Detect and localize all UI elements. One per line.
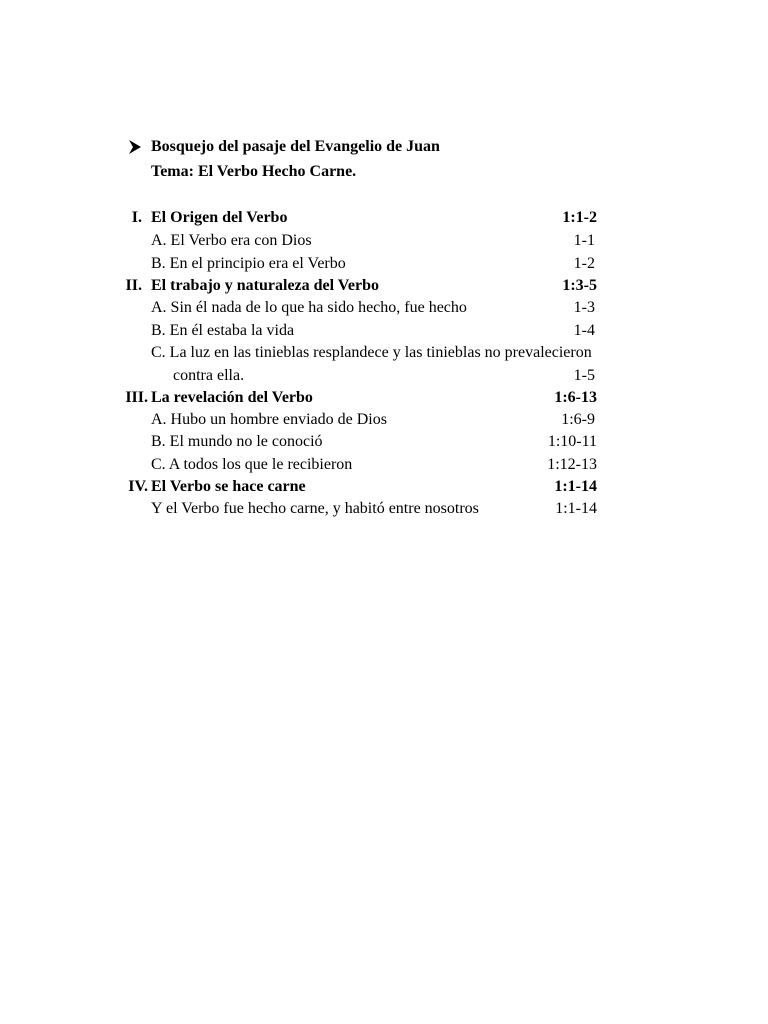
subpoint-text: B. En él estaba la vida bbox=[151, 322, 295, 339]
arrowhead-bullet-icon bbox=[127, 137, 143, 157]
subpoint-text: Y el Verbo fue hecho carne, y habitó entre nosotros bbox=[151, 500, 479, 517]
section-title: La revelación del Verbo bbox=[151, 389, 313, 406]
section-reference: 1:1-14 bbox=[554, 478, 597, 495]
section-numeral: I. bbox=[131, 209, 142, 226]
section-reference: 1:3-5 bbox=[562, 277, 597, 294]
subpoint-reference: 1-2 bbox=[573, 255, 595, 272]
subpoint-reference: 1-4 bbox=[573, 322, 595, 339]
document-theme: Tema: El Verbo Hecho Carne. bbox=[151, 163, 357, 180]
subpoint-text: A. Hubo un hombre enviado de Dios bbox=[151, 411, 387, 428]
section-title: El Verbo se hace carne bbox=[151, 478, 306, 495]
subpoint-reference: 1:10-11 bbox=[547, 433, 597, 450]
section-numeral: III. bbox=[125, 389, 148, 406]
subpoint-reference: 1-5 bbox=[573, 367, 595, 384]
section-title: El trabajo y naturaleza del Verbo bbox=[151, 277, 379, 294]
subpoint-text: A. El Verbo era con Dios bbox=[151, 232, 312, 249]
subpoint-reference: 1:12-13 bbox=[547, 456, 597, 473]
subpoint-text: B. El mundo no le conoció bbox=[151, 433, 323, 450]
section-title: El Origen del Verbo bbox=[151, 209, 288, 226]
section-reference: 1:1-2 bbox=[562, 209, 597, 226]
subpoint-reference: 1-1 bbox=[573, 232, 595, 249]
subpoint-reference: 1:6-9 bbox=[561, 411, 595, 428]
section-numeral: IV. bbox=[128, 478, 148, 495]
subpoint-text: B. En el principio era el Verbo bbox=[151, 255, 346, 272]
subpoint-text: A. Sin él nada de lo que ha sido hecho, fue hecho bbox=[151, 299, 467, 316]
section-numeral: II. bbox=[125, 277, 142, 294]
subpoint-reference: 1:1-14 bbox=[555, 500, 597, 517]
subpoint-text-continuation: contra ella. bbox=[173, 367, 245, 384]
section-reference: 1:6-13 bbox=[554, 389, 597, 406]
document-title: Bosquejo del pasaje del Evangelio de Juan bbox=[151, 138, 440, 155]
subpoint-reference: 1-3 bbox=[573, 299, 595, 316]
subpoint-text: C. A todos los que le recibieron bbox=[151, 456, 353, 473]
subpoint-text: C. La luz en las tinieblas resplandece y las tinieblas no prevalecieron bbox=[151, 344, 592, 361]
